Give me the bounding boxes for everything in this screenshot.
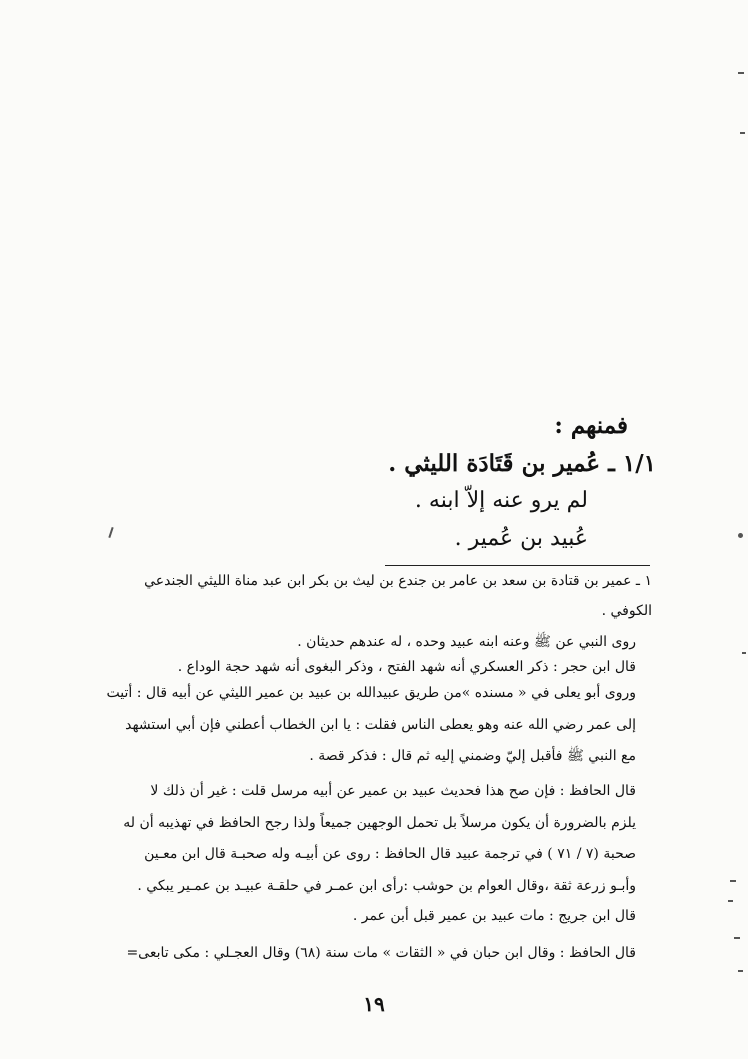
footnote-line-8: قال الحافظ : فإن صح هذا فحديث عبيد بن عمير عن أبيه مرسل قلت : غير أن ذلك لا [150, 783, 636, 799]
footnote-line-13: قال الحافظ : وقال ابن حبان في « الثقات » مات سنة (٦٨) وقال العجـلي : مكى تابعى= [126, 945, 636, 961]
footnote-line-10: صحبة (٧ / ٧١ ) في ترجمة عبيد قال الحافظ : روى عن أبيـه وله صحبـة قال ابن معـين [144, 846, 636, 862]
section-intro: فمنهم : [554, 412, 628, 439]
page-number: ١٩ [363, 992, 385, 1016]
footnote-line-6: إلى عمر رضي الله عنه وهو يعطى الناس فقلت : يا ابن الخطاب أعطني فإن أبي استشهد [125, 717, 636, 733]
footnote-line-2: الكوفي . [601, 603, 652, 619]
edge-mark-5 [730, 880, 736, 882]
edge-mark-4 [742, 652, 746, 654]
edge-mark-2 [740, 132, 745, 134]
footnote-line-9: يلزم بالضرورة أن يكون مرسلاً بل تحمل الوجهين جميعاً ولذا رجح الحافظ في تهذيبه أن له [123, 815, 636, 831]
margin-mark [108, 527, 113, 538]
edge-mark-1 [738, 72, 744, 74]
footnote-line-11: وأبـو زرعة ثقة ،وقال العوام بن حوشب :رأى ابن عمـر في حلقـة عبيـد بن عمـير يبكي . [137, 878, 636, 894]
footnote-line-5: وروى أبو يعلى في « مسنده »من طريق عبيدالله بن عبيد بن عمير الليثي عن أبيه قال : أتيت [106, 685, 636, 701]
edge-mark-3 [738, 533, 743, 538]
edge-mark-7 [734, 937, 740, 939]
entry-heading: ١/١ ـ عُمير بن قَتَادَة الليثي . [388, 450, 656, 477]
body-line-1: لم يرو عنه إلاّ ابنه . [414, 488, 588, 513]
edge-mark-6 [728, 900, 733, 902]
body-line-2: عُبيد بن عُمير . [454, 526, 588, 551]
footnote-separator [385, 565, 650, 566]
edge-mark-8 [738, 970, 743, 972]
footnote-line-3: روى النبي عن ﷺ وعنه ابنه عبيد وحده ، له عندهم حديثان . [297, 634, 636, 650]
footnote-line-7: مع النبي ﷺ فأقبل إليّ وضمني إليه ثم قال : فذكر قصة . [309, 748, 636, 764]
footnote-line-4: قال ابن حجر : ذكر العسكري أنه شهد الفتح ، وذكر البغوى أنه شهد حجة الوداع . [177, 659, 636, 675]
footnote-line-12: قال ابن جريج : مات عبيد بن عمير قبل أبن عمر . [352, 908, 636, 924]
footnote-line-1: ١ ـ عمير بن قتادة بن سعد بن عامر بن جندع بن ليث بن بكر ابن عبد مناة الليثي الجندعي [144, 573, 652, 589]
